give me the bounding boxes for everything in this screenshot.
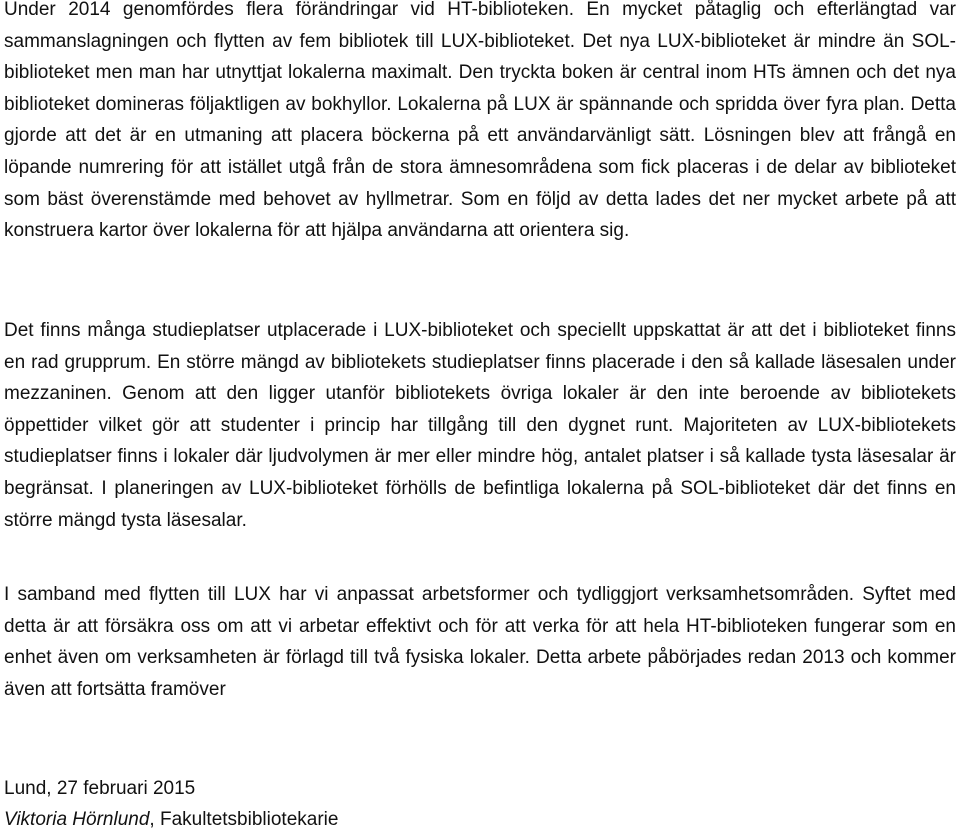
place-and-date: Lund, 27 februari 2015 <box>4 778 196 799</box>
signature-line <box>4 804 956 835</box>
signoff-block <box>4 773 956 835</box>
paragraph-work-methods: I samband med flytten till LUX har vi anpassat arbetsformer och tydliggjort verksamhetsområden. Syftet med detta är att försäkra oss om att vi arbetar effektivt och för att verka för att hela HT-biblioteken fungerar som en enhet även om verksamheten är förlagd till två fysiska lokaler. Detta arbete påbörjades redan 2013 och kommer även att fortsätta framöver <box>4 584 956 700</box>
paragraph-library-changes-2014: Under 2014 genomfördes flera förändringar vid HT-biblioteken. En mycket påtaglig och efterlängtad var sammanslagningen och flytten av fem bibliotek till LUX-biblioteket. Det nya LUX-biblioteket är mindre än SOL-biblioteket men man har utnyttjat lokalerna maximalt. Den tryckta boken är central inom HTs ämnen och det nya biblioteket domineras följaktligen av bokhyllor. Lokalerna på LUX är spännande och spridda över fyra plan. Detta gjorde att det är en utmaning att placera böckerna på ett användarvänligt sätt. Lösningen blev att frångå en löpande numrering för att istället utgå från de stora ämnesområdena som fick placeras i de delar av biblioteket som bäst överenstämde med behovet av hyllmetrar. Som en följd av detta lades det ner mycket arbete på att konstruera kartor över lokalerna för att hjälpa användarna att orientera sig. <box>4 0 956 242</box>
author-title: Fakultetsbibliotekarie <box>159 809 339 830</box>
author-name: Viktoria Hörnlund <box>4 809 150 830</box>
name-title-separator: , <box>149 809 160 830</box>
paragraph-study-places: Det finns många studieplatser utplacerade i LUX-biblioteket och speciellt uppskattat är att det i biblioteket finns en rad grupprum. En större mängd av bibliotekets studieplatser finns placerade i den så kallade läsesalen under mezzaninen. Genom att den ligger utanför bibliotekets övriga lokaler är den inte beroende av bibliotekets öppettider vilket gör att studenter i princip har tillgång till den dygnet runt. Majoriteten av LUX-bibliotekets studieplatser finns i lokaler där ljudvolymen är mer eller mindre hög, antalet platser i så kallade tysta läsesalar är begränsat. I planeringen av LUX-biblioteket förhölls de befintliga lokalerna på SOL-biblioteket där det finns en större mängd tysta läsesalar. <box>4 320 956 531</box>
